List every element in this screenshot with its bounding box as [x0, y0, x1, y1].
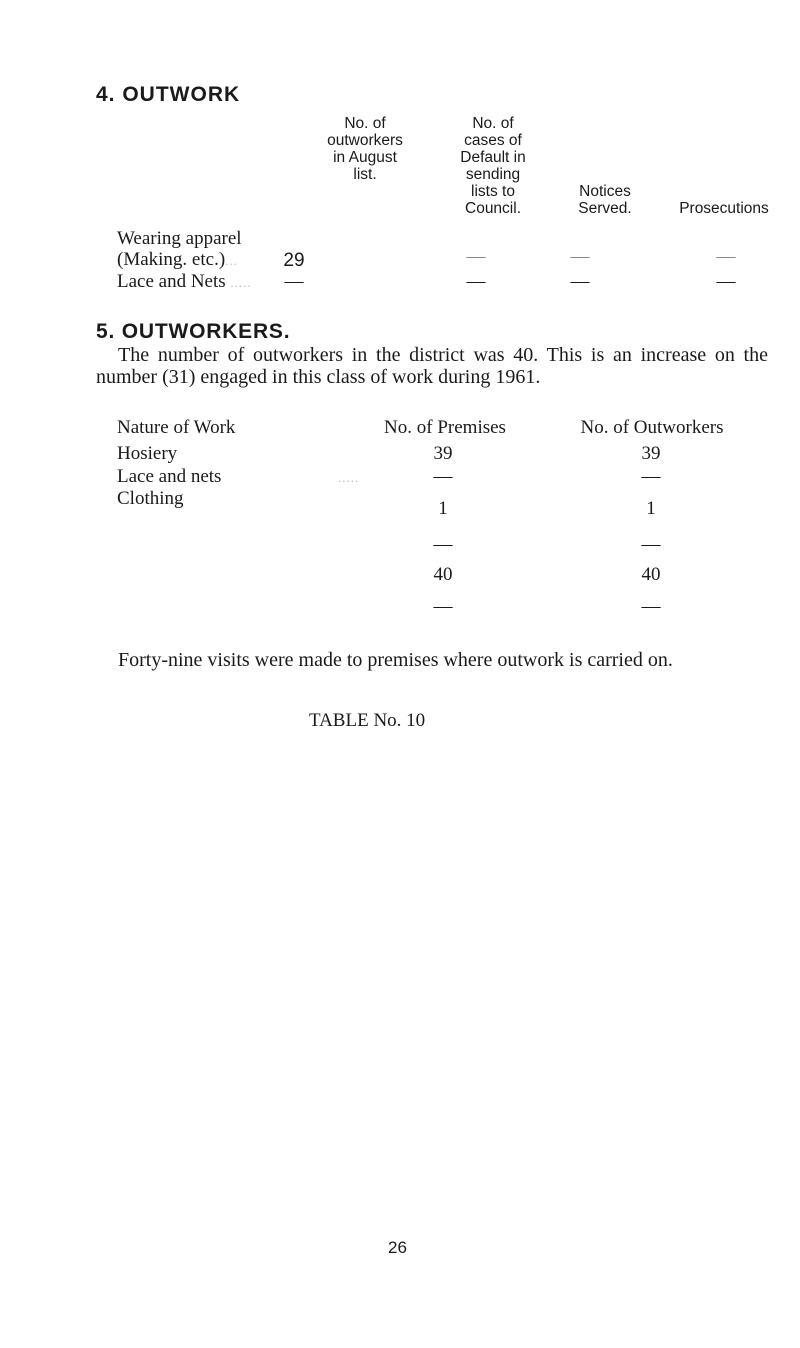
row-label-lace-and-nets-2: Lace and nets [117, 466, 222, 487]
rule-outworkers-top: — [641, 534, 661, 555]
col-header-default-cases: No. of cases of Default in sending lists to Council. [460, 115, 526, 217]
col-header-notices: Notices Served. [578, 183, 632, 217]
th-outworkers: No. of Outworkers [580, 417, 724, 438]
rule-premises-top: — [433, 534, 453, 555]
page-number: 26 [388, 1238, 407, 1257]
visits-paragraph: Forty-nine visits were made to premises where outwork is carried on. [118, 649, 673, 671]
cell-outworkers-lace: — [284, 271, 304, 292]
cell-outworkers-lace: — [641, 466, 661, 487]
cell-prosecutions-wearing: — [716, 246, 736, 267]
th-nature-of-work: Nature of Work [117, 417, 236, 438]
cell-default-lace: — [466, 271, 486, 292]
cell-notices-wearing: — [570, 246, 590, 267]
rule-outworkers-bottom: — [641, 596, 661, 617]
cell-outworkers-hosiery: 39 [641, 443, 661, 464]
total-outworkers: 40 [641, 564, 661, 585]
col-header-prosecutions: Prosecutions [679, 200, 769, 217]
row-label-lace-text: Lace and Nets [117, 271, 226, 292]
cell-default-wearing: — [466, 246, 486, 267]
cell-premises-hosiery: 39 [433, 443, 453, 464]
cell-premises-clothing: 1 [438, 498, 448, 519]
leader-dots: ..... [338, 470, 360, 485]
row-label-hosiery: Hosiery [117, 443, 178, 464]
cell-outworkers-wearing: 29 [283, 250, 305, 271]
section-5-heading: 5. OUTWORKERS. [96, 320, 291, 343]
col-header-outworkers: No. of outworkers in August list. [327, 115, 403, 183]
row-label-making [117, 249, 238, 271]
outworkers-paragraph: The number of outworkers in the district was 40. This is an increase on the number (31) engaged in this class of work during 1961. [96, 344, 768, 388]
total-premises: 40 [433, 564, 453, 585]
rule-premises-bottom: — [433, 596, 453, 617]
section-4-heading: 4. OUTWORK [96, 83, 241, 106]
row-label-lace-and-nets [117, 271, 252, 293]
cell-prosecutions-lace: — [716, 271, 736, 292]
cell-premises-lace: — [433, 466, 453, 487]
cell-notices-lace: — [570, 271, 590, 292]
th-premises: No. of Premises [384, 417, 506, 438]
leader-dots: ..... [230, 275, 252, 290]
row-label-clothing: Clothing [117, 488, 184, 509]
table-caption: TABLE No. 10 [309, 710, 426, 731]
row-label-making-text: (Making. etc.) [117, 249, 226, 270]
leader-dots: ... [225, 253, 238, 268]
cell-outworkers-clothing: 1 [646, 498, 656, 519]
row-label-wearing-apparel: Wearing apparel [117, 228, 242, 249]
